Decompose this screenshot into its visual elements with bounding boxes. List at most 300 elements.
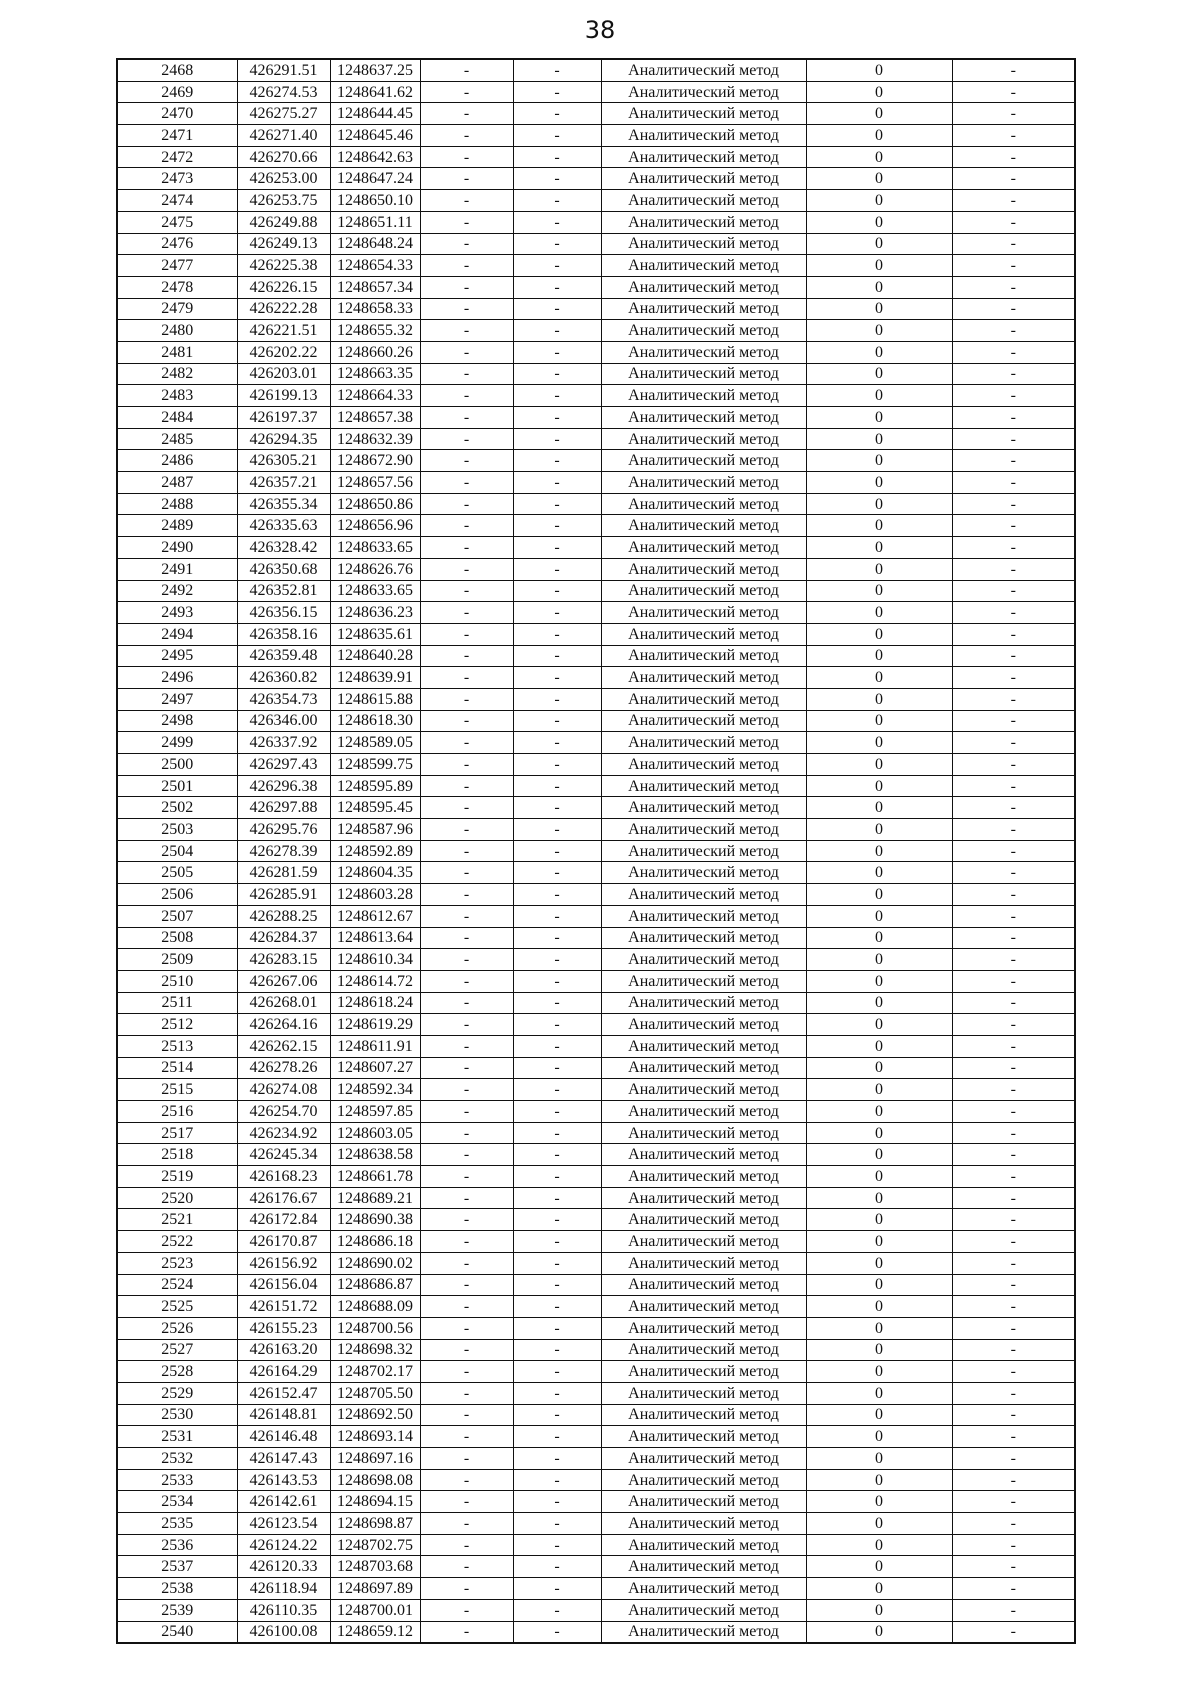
table-row <box>117 797 1075 819</box>
x-coordinate-cell: 426356.15 <box>237 602 330 624</box>
x-coordinate-cell: 426253.75 <box>237 190 330 212</box>
point-number-cell: 2475 <box>117 211 237 233</box>
measure-a-cell: - <box>420 1057 513 1079</box>
method-cell: Аналитический метод <box>601 1014 806 1036</box>
measure-a-cell: - <box>420 1513 513 1535</box>
note-cell: - <box>952 558 1075 580</box>
error-cell: 0 <box>806 1057 952 1079</box>
point-number-cell: 2515 <box>117 1079 237 1101</box>
measure-a-cell: - <box>420 1296 513 1318</box>
measure-b-cell: - <box>513 688 601 710</box>
table-row <box>117 363 1075 385</box>
y-coordinate-cell: 1248618.24 <box>330 992 420 1014</box>
point-number-cell: 2481 <box>117 341 237 363</box>
point-number-cell: 2533 <box>117 1469 237 1491</box>
note-cell: - <box>952 927 1075 949</box>
method-cell: Аналитический метод <box>601 1491 806 1513</box>
method-cell: Аналитический метод <box>601 623 806 645</box>
point-number-cell: 2507 <box>117 905 237 927</box>
y-coordinate-cell: 1248693.14 <box>330 1426 420 1448</box>
table-row <box>117 1426 1075 1448</box>
y-coordinate-cell: 1248660.26 <box>330 341 420 363</box>
table-row <box>117 949 1075 971</box>
error-cell: 0 <box>806 905 952 927</box>
error-cell: 0 <box>806 688 952 710</box>
x-coordinate-cell: 426172.84 <box>237 1209 330 1231</box>
x-coordinate-cell: 426225.38 <box>237 255 330 277</box>
note-cell: - <box>952 819 1075 841</box>
method-cell: Аналитический метод <box>601 255 806 277</box>
y-coordinate-cell: 1248642.63 <box>330 146 420 168</box>
error-cell: 0 <box>806 472 952 494</box>
point-number-cell: 2474 <box>117 190 237 212</box>
y-coordinate-cell: 1248647.24 <box>330 168 420 190</box>
point-number-cell: 2496 <box>117 667 237 689</box>
measure-a-cell: - <box>420 385 513 407</box>
method-cell: Аналитический метод <box>601 927 806 949</box>
note-cell: - <box>952 190 1075 212</box>
point-number-cell: 2473 <box>117 168 237 190</box>
note-cell: - <box>952 1491 1075 1513</box>
note-cell: - <box>952 1448 1075 1470</box>
measure-b-cell: - <box>513 949 601 971</box>
measure-a-cell: - <box>420 1426 513 1448</box>
error-cell: 0 <box>806 211 952 233</box>
point-number-cell: 2508 <box>117 927 237 949</box>
note-cell: - <box>952 1252 1075 1274</box>
measure-b-cell: - <box>513 1599 601 1621</box>
measure-a-cell: - <box>420 1209 513 1231</box>
measure-a-cell: - <box>420 233 513 255</box>
method-cell: Аналитический метод <box>601 667 806 689</box>
note-cell: - <box>952 1274 1075 1296</box>
y-coordinate-cell: 1248650.86 <box>330 493 420 515</box>
method-cell: Аналитический метод <box>601 1144 806 1166</box>
method-cell: Аналитический метод <box>601 580 806 602</box>
y-coordinate-cell: 1248700.56 <box>330 1317 420 1339</box>
error-cell: 0 <box>806 1101 952 1123</box>
error-cell: 0 <box>806 385 952 407</box>
method-cell: Аналитический метод <box>601 1079 806 1101</box>
error-cell: 0 <box>806 1621 952 1643</box>
point-number-cell: 2484 <box>117 407 237 429</box>
note-cell: - <box>952 276 1075 298</box>
method-cell: Аналитический метод <box>601 797 806 819</box>
measure-b-cell: - <box>513 341 601 363</box>
error-cell: 0 <box>806 363 952 385</box>
point-number-cell: 2483 <box>117 385 237 407</box>
y-coordinate-cell: 1248644.45 <box>330 103 420 125</box>
error-cell: 0 <box>806 1426 952 1448</box>
x-coordinate-cell: 426346.00 <box>237 710 330 732</box>
measure-b-cell: - <box>513 1382 601 1404</box>
note-cell: - <box>952 233 1075 255</box>
measure-b-cell: - <box>513 385 601 407</box>
table-row <box>117 1534 1075 1556</box>
measure-b-cell: - <box>513 992 601 1014</box>
x-coordinate-cell: 426253.00 <box>237 168 330 190</box>
x-coordinate-cell: 426337.92 <box>237 732 330 754</box>
note-cell: - <box>952 1209 1075 1231</box>
measure-a-cell: - <box>420 1166 513 1188</box>
error-cell: 0 <box>806 992 952 1014</box>
point-number-cell: 2527 <box>117 1339 237 1361</box>
table-row <box>117 558 1075 580</box>
measure-b-cell: - <box>513 1079 601 1101</box>
x-coordinate-cell: 426110.35 <box>237 1599 330 1621</box>
method-cell: Аналитический метод <box>601 211 806 233</box>
x-coordinate-cell: 426358.16 <box>237 623 330 645</box>
table-row <box>117 645 1075 667</box>
method-cell: Аналитический метод <box>601 862 806 884</box>
x-coordinate-cell: 426288.25 <box>237 905 330 927</box>
note-cell: - <box>952 211 1075 233</box>
measure-b-cell: - <box>513 450 601 472</box>
measure-b-cell: - <box>513 667 601 689</box>
measure-a-cell: - <box>420 472 513 494</box>
measure-a-cell: - <box>420 493 513 515</box>
measure-b-cell: - <box>513 710 601 732</box>
y-coordinate-cell: 1248702.17 <box>330 1361 420 1383</box>
point-number-cell: 2540 <box>117 1621 237 1643</box>
y-coordinate-cell: 1248604.35 <box>330 862 420 884</box>
table-row <box>117 1057 1075 1079</box>
method-cell: Аналитический метод <box>601 515 806 537</box>
x-coordinate-cell: 426278.26 <box>237 1057 330 1079</box>
x-coordinate-cell: 426271.40 <box>237 125 330 147</box>
point-number-cell: 2492 <box>117 580 237 602</box>
note-cell: - <box>952 493 1075 515</box>
x-coordinate-cell: 426355.34 <box>237 493 330 515</box>
method-cell: Аналитический метод <box>601 407 806 429</box>
table-row <box>117 1079 1075 1101</box>
x-coordinate-cell: 426147.43 <box>237 1448 330 1470</box>
error-cell: 0 <box>806 407 952 429</box>
point-number-cell: 2506 <box>117 884 237 906</box>
table-row <box>117 754 1075 776</box>
measure-b-cell: - <box>513 970 601 992</box>
point-number-cell: 2519 <box>117 1166 237 1188</box>
note-cell: - <box>952 81 1075 103</box>
measure-a-cell: - <box>420 1101 513 1123</box>
table-body <box>117 59 1075 1643</box>
point-number-cell: 2522 <box>117 1231 237 1253</box>
y-coordinate-cell: 1248626.76 <box>330 558 420 580</box>
table-row <box>117 81 1075 103</box>
note-cell: - <box>952 1621 1075 1643</box>
measure-b-cell: - <box>513 1122 601 1144</box>
measure-a-cell: - <box>420 580 513 602</box>
table-row <box>117 1144 1075 1166</box>
point-number-cell: 2489 <box>117 515 237 537</box>
error-cell: 0 <box>806 276 952 298</box>
table-row <box>117 146 1075 168</box>
measure-a-cell: - <box>420 59 513 81</box>
table-row <box>117 623 1075 645</box>
y-coordinate-cell: 1248612.67 <box>330 905 420 927</box>
x-coordinate-cell: 426284.37 <box>237 927 330 949</box>
method-cell: Аналитический метод <box>601 1122 806 1144</box>
note-cell: - <box>952 732 1075 754</box>
measure-a-cell: - <box>420 732 513 754</box>
measure-b-cell: - <box>513 732 601 754</box>
error-cell: 0 <box>806 1513 952 1535</box>
measure-b-cell: - <box>513 862 601 884</box>
measure-b-cell: - <box>513 493 601 515</box>
measure-b-cell: - <box>513 1101 601 1123</box>
method-cell: Аналитический метод <box>601 1166 806 1188</box>
error-cell: 0 <box>806 710 952 732</box>
measure-a-cell: - <box>420 992 513 1014</box>
measure-a-cell: - <box>420 125 513 147</box>
point-number-cell: 2495 <box>117 645 237 667</box>
y-coordinate-cell: 1248689.21 <box>330 1187 420 1209</box>
x-coordinate-cell: 426156.04 <box>237 1274 330 1296</box>
point-number-cell: 2536 <box>117 1534 237 1556</box>
x-coordinate-cell: 426163.20 <box>237 1339 330 1361</box>
y-coordinate-cell: 1248614.72 <box>330 970 420 992</box>
table-row <box>117 233 1075 255</box>
error-cell: 0 <box>806 1079 952 1101</box>
error-cell: 0 <box>806 1339 952 1361</box>
measure-a-cell: - <box>420 407 513 429</box>
x-coordinate-cell: 426297.88 <box>237 797 330 819</box>
point-number-cell: 2518 <box>117 1144 237 1166</box>
table-row <box>117 862 1075 884</box>
note-cell: - <box>952 1014 1075 1036</box>
method-cell: Аналитический метод <box>601 493 806 515</box>
x-coordinate-cell: 426203.01 <box>237 363 330 385</box>
method-cell: Аналитический метод <box>601 233 806 255</box>
y-coordinate-cell: 1248633.65 <box>330 537 420 559</box>
measure-a-cell: - <box>420 1578 513 1600</box>
y-coordinate-cell: 1248645.46 <box>330 125 420 147</box>
error-cell: 0 <box>806 1144 952 1166</box>
measure-a-cell: - <box>420 146 513 168</box>
note-cell: - <box>952 1187 1075 1209</box>
method-cell: Аналитический метод <box>601 146 806 168</box>
table-row <box>117 1274 1075 1296</box>
method-cell: Аналитический метод <box>601 1426 806 1448</box>
measure-b-cell: - <box>513 103 601 125</box>
point-number-cell: 2526 <box>117 1317 237 1339</box>
x-coordinate-cell: 426359.48 <box>237 645 330 667</box>
x-coordinate-cell: 426283.15 <box>237 949 330 971</box>
measure-a-cell: - <box>420 754 513 776</box>
table-row <box>117 688 1075 710</box>
note-cell: - <box>952 385 1075 407</box>
y-coordinate-cell: 1248650.10 <box>330 190 420 212</box>
y-coordinate-cell: 1248592.34 <box>330 1079 420 1101</box>
note-cell: - <box>952 1556 1075 1578</box>
measure-b-cell: - <box>513 754 601 776</box>
point-number-cell: 2539 <box>117 1599 237 1621</box>
point-number-cell: 2491 <box>117 558 237 580</box>
table-row <box>117 1035 1075 1057</box>
note-cell: - <box>952 949 1075 971</box>
point-number-cell: 2530 <box>117 1404 237 1426</box>
method-cell: Аналитический метод <box>601 1404 806 1426</box>
measure-a-cell: - <box>420 1621 513 1643</box>
error-cell: 0 <box>806 255 952 277</box>
table-row <box>117 840 1075 862</box>
point-number-cell: 2493 <box>117 602 237 624</box>
note-cell: - <box>952 1079 1075 1101</box>
y-coordinate-cell: 1248664.33 <box>330 385 420 407</box>
method-cell: Аналитический метод <box>601 320 806 342</box>
measure-b-cell: - <box>513 645 601 667</box>
point-number-cell: 2516 <box>117 1101 237 1123</box>
measure-a-cell: - <box>420 1469 513 1491</box>
x-coordinate-cell: 426275.27 <box>237 103 330 125</box>
error-cell: 0 <box>806 970 952 992</box>
table-row <box>117 125 1075 147</box>
error-cell: 0 <box>806 450 952 472</box>
measure-b-cell: - <box>513 211 601 233</box>
table-row <box>117 1621 1075 1643</box>
y-coordinate-cell: 1248663.35 <box>330 363 420 385</box>
measure-b-cell: - <box>513 1014 601 1036</box>
measure-b-cell: - <box>513 298 601 320</box>
error-cell: 0 <box>806 862 952 884</box>
point-number-cell: 2504 <box>117 840 237 862</box>
note-cell: - <box>952 1166 1075 1188</box>
x-coordinate-cell: 426360.82 <box>237 667 330 689</box>
measure-b-cell: - <box>513 1621 601 1643</box>
measure-a-cell: - <box>420 1448 513 1470</box>
measure-a-cell: - <box>420 1231 513 1253</box>
note-cell: - <box>952 754 1075 776</box>
measure-b-cell: - <box>513 580 601 602</box>
error-cell: 0 <box>806 146 952 168</box>
method-cell: Аналитический метод <box>601 59 806 81</box>
y-coordinate-cell: 1248658.33 <box>330 298 420 320</box>
y-coordinate-cell: 1248698.32 <box>330 1339 420 1361</box>
point-number-cell: 2525 <box>117 1296 237 1318</box>
measure-a-cell: - <box>420 645 513 667</box>
method-cell: Аналитический метод <box>601 732 806 754</box>
measure-b-cell: - <box>513 1057 601 1079</box>
measure-a-cell: - <box>420 667 513 689</box>
error-cell: 0 <box>806 754 952 776</box>
x-coordinate-cell: 426278.39 <box>237 840 330 862</box>
error-cell: 0 <box>806 59 952 81</box>
x-coordinate-cell: 426164.29 <box>237 1361 330 1383</box>
measure-b-cell: - <box>513 81 601 103</box>
y-coordinate-cell: 1248694.15 <box>330 1491 420 1513</box>
table-row <box>117 710 1075 732</box>
note-cell: - <box>952 168 1075 190</box>
table-row <box>117 602 1075 624</box>
method-cell: Аналитический метод <box>601 1231 806 1253</box>
measure-a-cell: - <box>420 1122 513 1144</box>
point-number-cell: 2488 <box>117 493 237 515</box>
note-cell: - <box>952 363 1075 385</box>
table-row <box>117 775 1075 797</box>
error-cell: 0 <box>806 1296 952 1318</box>
table-row <box>117 1166 1075 1188</box>
table-row <box>117 255 1075 277</box>
point-number-cell: 2528 <box>117 1361 237 1383</box>
error-cell: 0 <box>806 1166 952 1188</box>
measure-a-cell: - <box>420 515 513 537</box>
measure-b-cell: - <box>513 1339 601 1361</box>
note-cell: - <box>952 537 1075 559</box>
table-row <box>117 1122 1075 1144</box>
point-number-cell: 2468 <box>117 59 237 81</box>
measure-a-cell: - <box>420 363 513 385</box>
y-coordinate-cell: 1248592.89 <box>330 840 420 862</box>
measure-b-cell: - <box>513 168 601 190</box>
method-cell: Аналитический метод <box>601 276 806 298</box>
note-cell: - <box>952 1426 1075 1448</box>
measure-b-cell: - <box>513 1556 601 1578</box>
measure-b-cell: - <box>513 190 601 212</box>
note-cell: - <box>952 580 1075 602</box>
table-row <box>117 1599 1075 1621</box>
point-number-cell: 2472 <box>117 146 237 168</box>
note-cell: - <box>952 1057 1075 1079</box>
method-cell: Аналитический метод <box>601 450 806 472</box>
y-coordinate-cell: 1248637.25 <box>330 59 420 81</box>
note-cell: - <box>952 1469 1075 1491</box>
measure-a-cell: - <box>420 710 513 732</box>
y-coordinate-cell: 1248690.38 <box>330 1209 420 1231</box>
note-cell: - <box>952 1231 1075 1253</box>
measure-a-cell: - <box>420 341 513 363</box>
point-number-cell: 2512 <box>117 1014 237 1036</box>
measure-b-cell: - <box>513 1166 601 1188</box>
error-cell: 0 <box>806 732 952 754</box>
x-coordinate-cell: 426291.51 <box>237 59 330 81</box>
y-coordinate-cell: 1248615.88 <box>330 688 420 710</box>
error-cell: 0 <box>806 1014 952 1036</box>
note-cell: - <box>952 1035 1075 1057</box>
x-coordinate-cell: 426155.23 <box>237 1317 330 1339</box>
y-coordinate-cell: 1248639.91 <box>330 667 420 689</box>
measure-a-cell: - <box>420 1187 513 1209</box>
measure-b-cell: - <box>513 1209 601 1231</box>
measure-a-cell: - <box>420 537 513 559</box>
measure-b-cell: - <box>513 623 601 645</box>
method-cell: Аналитический метод <box>601 1274 806 1296</box>
y-coordinate-cell: 1248589.05 <box>330 732 420 754</box>
point-number-cell: 2498 <box>117 710 237 732</box>
measure-b-cell: - <box>513 1491 601 1513</box>
table-row <box>117 320 1075 342</box>
x-coordinate-cell: 426148.81 <box>237 1404 330 1426</box>
x-coordinate-cell: 426118.94 <box>237 1578 330 1600</box>
method-cell: Аналитический метод <box>601 1187 806 1209</box>
point-number-cell: 2499 <box>117 732 237 754</box>
error-cell: 0 <box>806 1404 952 1426</box>
point-number-cell: 2511 <box>117 992 237 1014</box>
note-cell: - <box>952 341 1075 363</box>
x-coordinate-cell: 426249.13 <box>237 233 330 255</box>
point-number-cell: 2494 <box>117 623 237 645</box>
table-row <box>117 970 1075 992</box>
x-coordinate-cell: 426264.16 <box>237 1014 330 1036</box>
error-cell: 0 <box>806 1534 952 1556</box>
x-coordinate-cell: 426335.63 <box>237 515 330 537</box>
error-cell: 0 <box>806 190 952 212</box>
x-coordinate-cell: 426234.92 <box>237 1122 330 1144</box>
point-number-cell: 2521 <box>117 1209 237 1231</box>
x-coordinate-cell: 426267.06 <box>237 970 330 992</box>
table-row <box>117 515 1075 537</box>
point-number-cell: 2470 <box>117 103 237 125</box>
method-cell: Аналитический метод <box>601 1382 806 1404</box>
